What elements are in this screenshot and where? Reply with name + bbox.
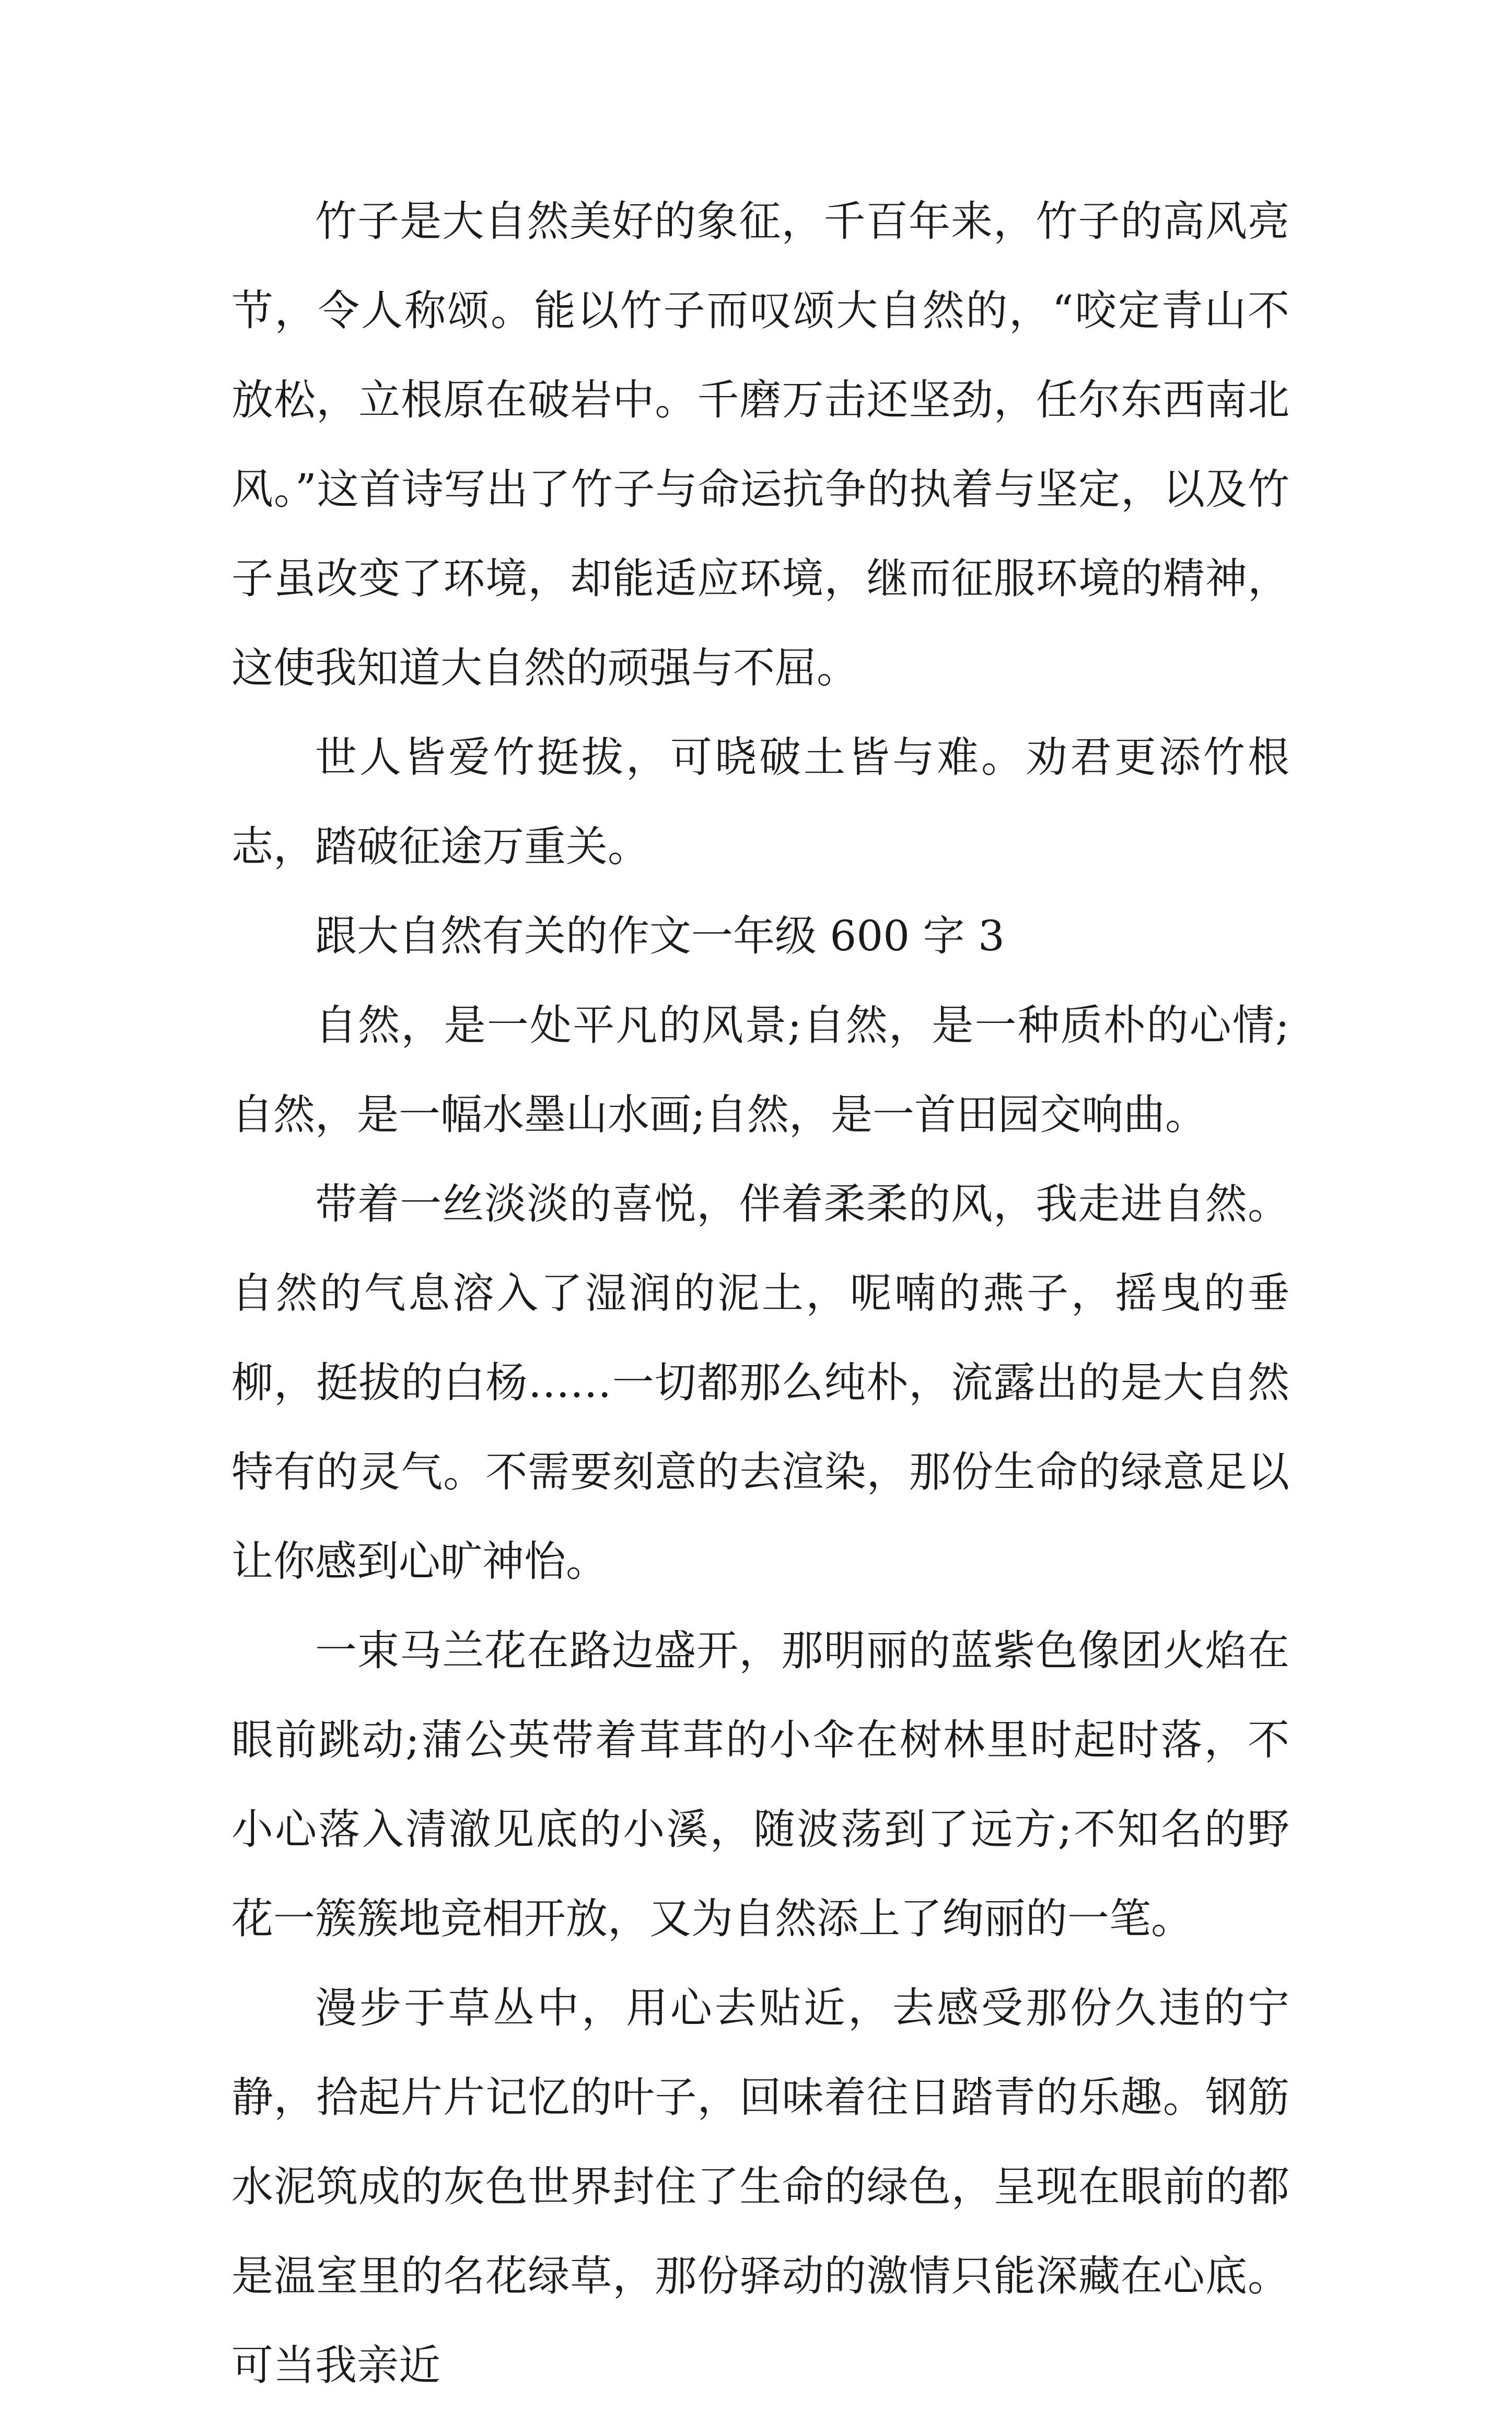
paragraph-bamboo-poem: 竹子是大自然美好的象征，千百年来，竹子的高风亮节，令人称颂。能以竹子而叹颂大自然的，“咬定青山不放松，立根原在破岩中。千磨万击还坚劲，任尔东西南北风。”这首诗写出了竹子与命运抗争的执着与坚定，以及竹子虽改变了环境，却能适应环境，继而征服环境的精神，这使我知道大自然的顽强与不屈。: [231, 197, 1289, 692]
document-body: [231, 177, 1289, 2410]
paragraph-stroll: 漫步于草丛中，用心去贴近，去感受那份久违的宁静，拾起片片记忆的叶子，回味着往日踏青的乐趣。钢筋水泥筑成的灰色世界封住了生命的绿色，呈现在眼前的都是温室里的名花绿草，那份驿动的激情只能深藏在心底。可当我亲近: [231, 1984, 1289, 2390]
paragraph-nature-intro: 自然，是一处平凡的风景;自然，是一种质朴的心情;自然，是一幅水墨山水画;自然，是一首田园交响曲。: [231, 1001, 1289, 1139]
paragraph-flowers: 一束马兰花在路边盛开，那明丽的蓝紫色像团火焰在眼前跳动;蒲公英带着茸茸的小伞在树林里时起时落，不小心落入清澈见底的小溪，随波荡到了远方;不知名的野花一簇簇地竞相开放，又为自然添上了绚丽的一笔。: [231, 1626, 1289, 1943]
essay-title: 跟大自然有关的作文一年级 600 字 3: [315, 912, 1005, 960]
paragraph-bamboo-verse: 世人皆爱竹挺拔，可晓破土皆与难。劝君更添竹根志，踏破征途万重关。: [231, 733, 1289, 871]
paragraph-walk-into-nature: 带着一丝淡淡的喜悦，伴着柔柔的风，我走进自然。自然的气息溶入了湿润的泥土，呢喃的燕子，摇曳的垂柳，挺拔的白杨……一切都那么纯朴，流露出的是大自然特有的灵气。不需要刻意的去渲染，那份生命的绿意足以让你感到心旷神怡。: [231, 1180, 1289, 1586]
